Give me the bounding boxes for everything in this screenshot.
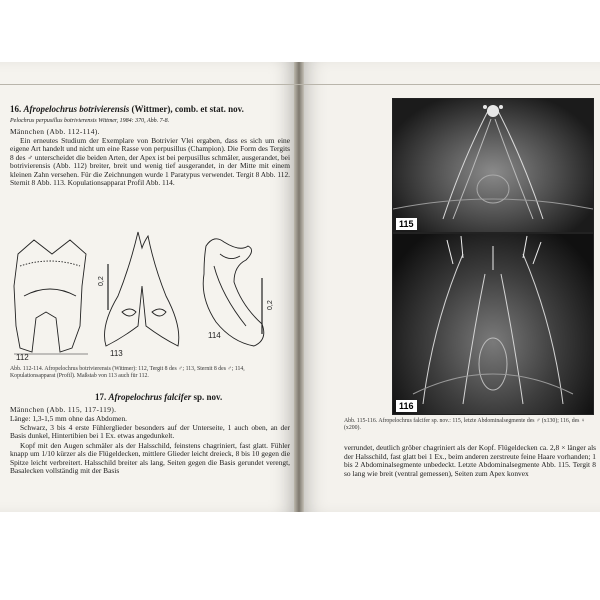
- fig-label-112: 112: [16, 353, 29, 362]
- species-heading-17: [95, 392, 222, 402]
- caption-115-116: Abb. 115-116. Afropelochrus falcifer sp. nov.: 115, letzte Abdominalsegmente des ♂ (x130); 116, des ♀ (x200).: [344, 418, 586, 431]
- description-paragraph-2: Schwarz, 3 bis 4 erste Fühlerglieder besonders auf der Unterseite, 1 auch oben, an der Basis dunkel, Hintertibien bei 1 Ex. etwas angedunkelt.: [10, 423, 290, 441]
- description-paragraph-1: Ein erneutes Studium der Exemplare von Botrivier Vlei ergaben, dass es sich um eine eigene Art handelt und nicht um eine Rasse von perpusillus (Champion). Die Form des Tergits 8 des ♂ unterscheidet die beiden Arten, der Apex ist bei perpusillus schmäler, ausgerandet, bei botrivierensis (Abb. 112) breiter, breit und wenig tief ausgerandet, in der Mitte mit einem kleinen Zahn versehen. Für die Zeichnungen wurde 1 Paratypus verwendet. Tergit 8 Abb. 112. Sternit 8 Abb. 113. Kopulationsapparat Profil Abb. 114.: [10, 136, 290, 188]
- fig-114-aedeagus: [203, 239, 264, 346]
- fig-113-sternite: [105, 232, 179, 346]
- heading-species: Afropelochrus botrivierensis: [23, 104, 130, 114]
- male-section-label-2: Männchen (Abb. 115, 117-119).: [10, 405, 117, 414]
- header-rule: [0, 84, 600, 85]
- sem-115-structure: [393, 99, 593, 232]
- heading-rest: (Wittmer), comb. et stat. nov.: [131, 104, 244, 114]
- heading2-rest: sp. nov.: [193, 392, 223, 402]
- description-paragraph-right: verrundet, deutlich gröber chagriniert als der Kopf. Flügeldecken ca. 2,8 × länger als der Halsschild, fast glatt bei 1 Ex., beim anderen zerstreute feine Haare vorhanden; 1 bis 2 Abdominalsegmente unbedeckt. Letzte Abdominalsegmente Abb. 115. Tergit 8 so lang wie breit (ventral gemessen), Seiten zum Apex konvex: [344, 443, 596, 478]
- sem-116-structure: [393, 234, 593, 414]
- length-line: Länge: 1,3-1,5 mm ohne das Abdomen.: [10, 414, 127, 423]
- heading2-number: 17.: [95, 392, 107, 402]
- photo-label-115: 115: [396, 218, 417, 230]
- figures-112-114: [10, 226, 290, 362]
- sem-photo-115: [392, 98, 594, 233]
- synonym-line: Pelochrus perpusillus botrivierensis Wittmer, 1984: 370, Abb. 7-8.: [10, 118, 170, 124]
- caption-112-114: Abb. 112-114. Afropelochrus botrivierensis (Wittmer): 112, Tergit 8 des ♂; 113, Sternit 8 des ♂; 114, Kopulationsapparat (Profil). Maßstab von 113 auch für 112.: [10, 366, 245, 379]
- species-heading-16: [10, 104, 244, 114]
- scale-label-114: 0,2: [267, 300, 274, 310]
- fig-label-114: 114: [208, 331, 221, 340]
- fig-label-113: 113: [110, 349, 123, 358]
- photo-label-116: 116: [396, 400, 417, 412]
- sem-photo-116: [392, 233, 594, 415]
- heading2-species: Afropelochrus falcifer: [108, 392, 192, 402]
- description-paragraph-3: Kopf mit den Augen schmäler als der Halsschild, feinstens chagriniert, fast glatt. Fühler knapp um 1/10 kürzer als die Flügeldecken, mittlere Glieder leicht dreieck, 8 bis 10 gegen die Spitze leicht verbreitert. Halsschild breiter als lang, Seiten gegen die Basis gerundet verengt, Basalecken vollständig mit der Basis: [10, 441, 290, 476]
- heading-number: 16.: [10, 104, 22, 114]
- male-section-label: Männchen (Abb. 112-114).: [10, 127, 100, 136]
- scale-label-113: 0,2: [98, 276, 105, 286]
- book-gutter: [294, 62, 304, 512]
